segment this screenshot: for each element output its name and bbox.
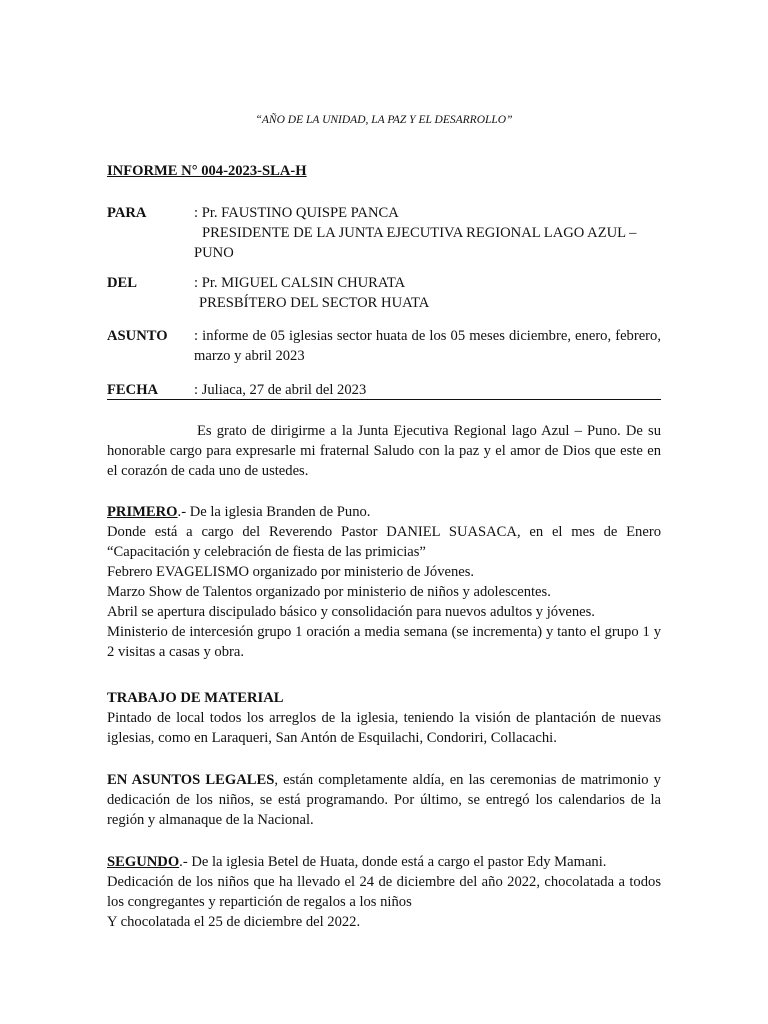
legales-heading: EN ASUNTOS LEGALES (107, 772, 275, 788)
year-motto: “AÑO DE LA UNIDAD, LA PAZ Y EL DESARROLLO” (255, 114, 513, 126)
para-line: PUNO (194, 245, 234, 261)
del-label: DEL (107, 275, 138, 291)
segundo-heading-line (107, 852, 661, 872)
legales-text: , están completamente aldía, en las ceremonias de matrimonio y dedicación de los niños, se está programando. Por último, se entregó los calendarios de la región y almanaque de la Nacional. (107, 772, 661, 828)
fecha-value: : Juliaca, 27 de abril del 2023 (194, 382, 367, 398)
segundo-line: Dedicación de los niños que ha llevado el 24 de diciembre del año 2022, chocolatada a todos los congregantes y repartición de regalos a los niños (107, 874, 661, 910)
legales-paragraph (107, 770, 661, 830)
trabajo-text: Pintado de local todos los arreglos de la iglesia, teniendo la visión de plantación de nuevas iglesias, como en Laraqueri, San Antón de Esquilachi, Condoriri, Collacachi. (107, 710, 661, 746)
primero-line: Donde está a cargo del Reverendo Pastor DANIEL SUASACA, en el mes de Enero “Capacitación y celebración de fiesta de las primicias” (107, 524, 661, 560)
section-primero (107, 502, 661, 662)
primero-heading-line (107, 502, 661, 522)
para-label: PARA (107, 205, 147, 221)
para-value (194, 203, 661, 263)
segundo-heading-rest: .- De la iglesia Betel de Huata, donde está a cargo el pastor Edy Mamani. (179, 854, 607, 870)
primero-heading: PRIMERO (107, 504, 178, 520)
para-line: : Pr. FAUSTINO QUISPE PANCA (194, 205, 399, 221)
del-value (194, 273, 661, 313)
section-trabajo (107, 688, 661, 748)
segundo-line: Y chocolatada el 25 de diciembre del 2022. (107, 914, 361, 930)
intro-text: Es grato de dirigirme a la Junta Ejecutiva Regional lago Azul – Puno. De su honorable cargo para expresarle mi fraternal Saludo con la paz y el amor de Dios que este en el corazón de cada uno de ustedes. (107, 423, 661, 479)
section-legales (107, 770, 661, 830)
para-line: PRESIDENTE DE LA JUNTA EJECUTIVA REGIONAL LAGO AZUL – (202, 225, 637, 241)
header-divider (107, 399, 661, 400)
del-line: PRESBÍTERO DEL SECTOR HUATA (199, 295, 430, 311)
primero-line: Marzo Show de Talentos organizado por ministerio de niños y adolescentes. (107, 584, 551, 600)
intro-paragraph (107, 421, 661, 481)
primero-line: Febrero EVAGELISMO organizado por ministerio de Jóvenes. (107, 564, 475, 580)
report-number: INFORME N° 004-2023-SLA-H (107, 163, 307, 179)
asunto-label: ASUNTO (107, 328, 168, 344)
segundo-heading: SEGUNDO (107, 854, 180, 870)
primero-line: Abril se apertura discipulado básico y consolidación para nuevos adultos y jóvenes. (107, 604, 595, 620)
del-line: : Pr. MIGUEL CALSIN CHURATA (194, 275, 406, 291)
section-segundo (107, 852, 661, 932)
fecha-label: FECHA (107, 382, 159, 398)
asunto-value: : informe de 05 iglesias sector huata de los 05 meses diciembre, enero, febrero, marzo y abril 2023 (194, 328, 661, 364)
trabajo-heading: TRABAJO DE MATERIAL (107, 690, 284, 706)
primero-line: Ministerio de intercesión grupo 1 oración a media semana (se incrementa) y tanto el grupo 1 y 2 visitas a casas y obra. (107, 624, 661, 660)
primero-heading-rest: .- De la iglesia Branden de Puno. (177, 504, 371, 520)
